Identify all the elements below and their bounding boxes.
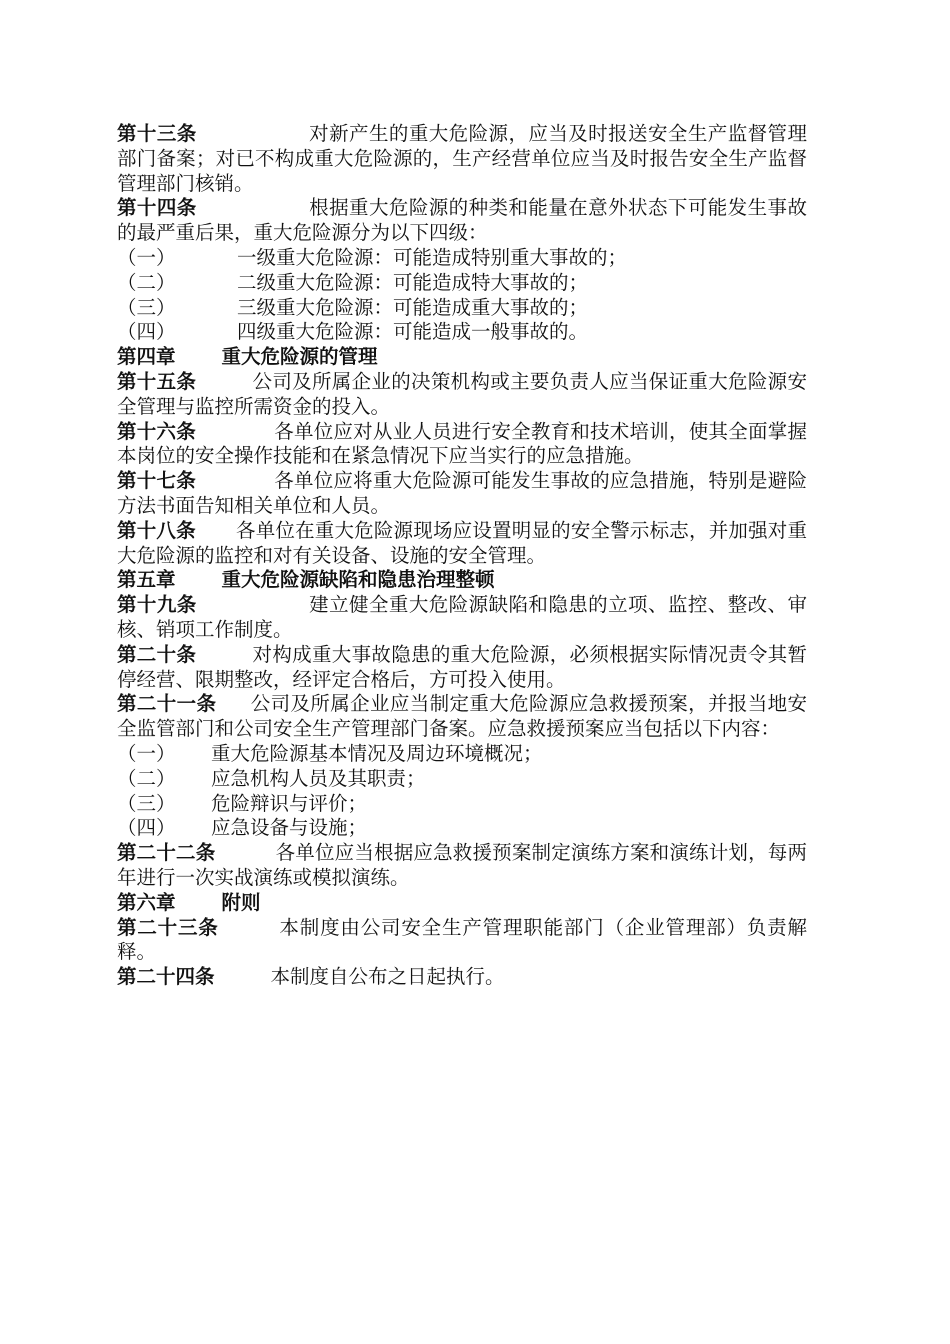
article-text: 公司及所属企业的决策机构或主要负责人应当保证重大危险源安全管理与监控所需资金的投入。 bbox=[117, 369, 807, 418]
article-number: 第十三条 bbox=[117, 122, 197, 145]
list-item bbox=[117, 320, 807, 345]
article-paragraph bbox=[117, 122, 807, 196]
article-number: 第十四条 bbox=[117, 196, 197, 220]
list-item-text: 四级重大危险源：可能造成一般事故的。 bbox=[237, 320, 589, 344]
list-item bbox=[117, 767, 807, 792]
list-item-number: （三） bbox=[117, 791, 176, 815]
list-item-number: （四） bbox=[117, 816, 176, 840]
article-number: 第二十条 bbox=[117, 642, 197, 666]
list-item-text: 一级重大危险源：可能造成特别重大事故的； bbox=[237, 245, 628, 269]
chapter-number: 第六章 bbox=[117, 890, 176, 914]
article-text: 各单位应将重大危险源可能发生事故的应急措施，特别是避险方法书面告知相关单位和人员。 bbox=[117, 469, 807, 517]
article-paragraph bbox=[117, 370, 807, 420]
list-item-text: 应急机构人员及其职责； bbox=[211, 766, 426, 790]
article-paragraph bbox=[117, 643, 807, 693]
list-item-text: 危险辩识与评价； bbox=[211, 791, 368, 815]
article-number: 第十八条 bbox=[117, 518, 196, 542]
chapter-title: 重大危险源缺陷和隐患治理整顿 bbox=[221, 568, 495, 592]
list-item-number: （一） bbox=[117, 245, 176, 269]
article-text: 对新产生的重大危险源，应当及时报送安全生产监督管理部门备案；对已不构成重大危险源的，生产经营单位应当及时报告安全生产监督管理部门核销。 bbox=[117, 122, 807, 195]
article-text: 各单位在重大危险源现场应设置明显的安全警示标志，并加强对重大危险源的监控和对有关设备、设施的安全管理。 bbox=[117, 518, 807, 567]
list-item bbox=[117, 742, 807, 767]
article-number: 第十六条 bbox=[117, 419, 196, 443]
list-item bbox=[117, 271, 807, 296]
article-paragraph bbox=[117, 965, 807, 990]
list-item-number: （一） bbox=[117, 741, 176, 765]
article-text: 本制度由公司安全生产管理职能部门（企业管理部）负责解释。 bbox=[117, 915, 807, 964]
list-item-text: 二级重大危险源：可能造成特大事故的； bbox=[237, 270, 589, 294]
article-paragraph bbox=[117, 469, 807, 519]
list-item-text: 应急设备与设施； bbox=[211, 816, 368, 840]
list-item-number: （四） bbox=[117, 320, 176, 344]
chapter-heading bbox=[117, 345, 807, 370]
list-item bbox=[117, 816, 807, 841]
article-paragraph bbox=[117, 916, 807, 966]
chapter-title: 附则 bbox=[221, 890, 261, 914]
chapter-heading bbox=[117, 568, 807, 593]
article-text: 公司及所属企业应当制定重大危险源应急救援预案，并报当地安全监管部门和公司安全生产管理部门备案。应急救援预案应当包括以下内容： bbox=[117, 692, 807, 741]
list-item-text: 三级重大危险源：可能造成重大事故的； bbox=[237, 295, 589, 319]
article-number: 第十五条 bbox=[117, 369, 197, 393]
article-text: 各单位应当根据应急救援预案制定演练方案和演练计划，每两年进行一次实战演练或模拟演练。 bbox=[117, 841, 807, 889]
article-number: 第二十一条 bbox=[117, 692, 217, 716]
article-number: 第二十四条 bbox=[117, 965, 215, 989]
document-page bbox=[117, 122, 807, 990]
chapter-number: 第五章 bbox=[117, 568, 176, 592]
article-paragraph bbox=[117, 841, 807, 891]
list-item-number: （二） bbox=[117, 766, 176, 790]
list-item-number: （三） bbox=[117, 295, 176, 319]
chapter-title: 重大危险源的管理 bbox=[221, 345, 378, 369]
article-text: 各单位应对从业人员进行安全教育和技术培训，使其全面掌握本岗位的安全操作技能和在紧急情况下应当实行的应急措施。 bbox=[117, 419, 807, 468]
chapter-number: 第四章 bbox=[117, 345, 176, 369]
list-item-number: （二） bbox=[117, 270, 176, 294]
article-paragraph bbox=[117, 196, 807, 246]
article-text: 对构成重大事故隐患的重大危险源，必须根据实际情况责令其暂停经营、限期整改，经评定合格后，方可投入使用。 bbox=[117, 642, 807, 691]
chapter-heading bbox=[117, 891, 807, 916]
article-paragraph bbox=[117, 519, 807, 569]
article-text: 根据重大危险源的种类和能量在意外状态下可能发生事故的最严重后果，重大危险源分为以下四级： bbox=[117, 196, 807, 245]
list-item bbox=[117, 792, 807, 817]
list-item-text: 重大危险源基本情况及周边环境概况； bbox=[211, 741, 543, 765]
article-paragraph bbox=[117, 420, 807, 470]
article-number: 第二十三条 bbox=[117, 915, 219, 939]
article-paragraph bbox=[117, 593, 807, 643]
article-number: 第十七条 bbox=[117, 469, 196, 493]
article-paragraph bbox=[117, 692, 807, 742]
list-item bbox=[117, 296, 807, 321]
list-item bbox=[117, 246, 807, 271]
article-number: 第二十二条 bbox=[117, 841, 216, 865]
article-text: 建立健全重大危险源缺陷和隐患的立项、监控、整改、审核、销项工作制度。 bbox=[117, 593, 807, 641]
article-number: 第十九条 bbox=[117, 593, 197, 617]
article-text: 本制度自公布之日起执行。 bbox=[270, 965, 505, 989]
